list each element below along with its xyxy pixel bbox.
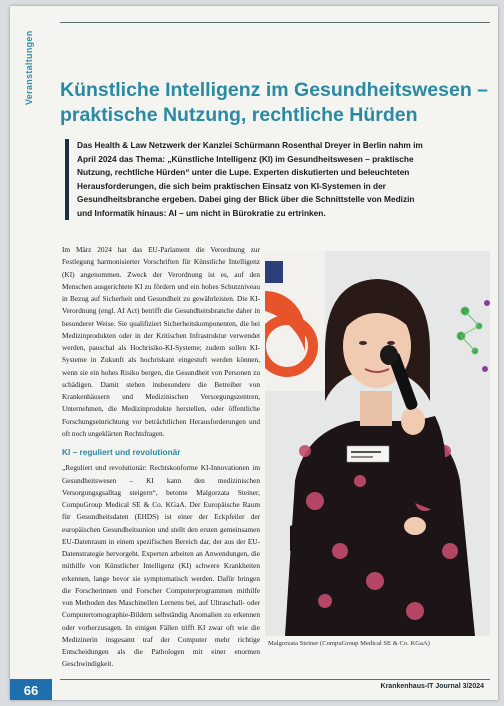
- photo-caption: Malgorzata Steiner (CompuGroup Medical SE & Co. KGaA): [268, 640, 430, 647]
- body-subheading: KI – reguliert und revolutionär: [62, 447, 181, 457]
- speaker-photo: [265, 251, 490, 636]
- article-lead: Das Health & Law Netzwerk der Kanzlei Schürmann Rosenthal Dreyer in Berlin nahm im April 2024 das Thema: „Künstliche Intelligenz (KI) im Gesundheitswesen – praktische Nutzung, rechtliche Hürden“ unter die Lupe. Experten diskutierten und beleuchteten Herausforderungen, die sich beim praktischen Einsatz von KI-Systemen in der Gesundheitsbranche ergeben. Dabei ging der Blick über die Schnittstelle von Medizin und Informatik hinaus: AI – um nicht in Bürokratie zu ertrinken.: [65, 139, 427, 220]
- journal-footer: Krankenhaus-IT Journal 3/2024: [380, 683, 484, 690]
- article-headline: Künstliche Intelligenz im Gesundheitswesen – praktische Nutzung, rechtliche Hürden: [60, 79, 489, 126]
- article-body: [62, 244, 260, 671]
- body-paragraph-1: Im März 2024 hat das EU-Parlament die Verordnung zur Festlegung harmonisierter Vorschriften für Künstliche Intelligenz (KI) angenommen. Zweck der Verordnung ist es, auf den Menschen ausgerichtete KI zu fördern und ein hohes Schutzniveau in Bezug auf Sicherheit und Gesundheit zu gewährleisten. Die KI-Verordnung (engl. AI Act) betrifft die Gesundheitsbranche daher in besonderer Weise. Sie qualifiziert Sicherheitskomponenten, die bei Medizinprodukten oder in der Kritischen Infrastruktur verwendet werden, pauschal als Hochrisiko-KI-Systeme; zudem sollen KI-Systeme in Zukunft als hochriskant eingestuft werden können, wenn sie ein hohes Risiko bergen, die Gesundheit von Personen zu schädigen. Damit stehen insbesondere die Betreiber von Krankenhäusern und Medizinischen Versorgungszentren, Unternehmen, die Medizinprodukte herstellen, oder öffentliche Forschungseinrichtung vor beträchtlichen Herausforderungen und oft noch ungeklärten Rechtsfragen.: [62, 245, 260, 438]
- body-paragraph-2: „Reguliert und revolutionär: Rechtskonforme KI-Innovationen im Gesundheitswesen – KI kann den medizinischen Versorgungsgsalltag steigern“, betonte Malgorzata Steiner, CompuGroup Medical SE & Co. KGaA. Der Europäische Raum für Gesundheitsdaten (EHDS) ist einer der Eckpfeiler der europäischen Gesundheitsunion und stellt den ersten gemeinsamen EU-Datenraum in einem spezifischen Bereich dar, der aus der EU-Datenstrategie hervorgeht. Experten arbeiten an Anwendungen, die mithilfe von Künstlicher Intelligenz (KI) schwere Krankheiten erkennen, lange bevor sie symptomatisch werden. Dafür bringen die Forscherinnen und Forscher Computerprogrammen mithilfe von Methoden des Maschinellen Lernens bei, auf Ultraschall- oder Computertomographie-Bildern selbständig Anomalien zu erkennen oder vorherzusagen. In einigen Fällen trifft KI zwar oft wie die Medizinerin insgesamt traf der Computer mehr richtige Entscheidungen als die Pathologen mit einer enormen Geschwindigkeit.: [62, 463, 260, 669]
- top-rule: [60, 22, 490, 23]
- bottom-rule: [60, 679, 490, 680]
- magazine-page: [10, 6, 498, 700]
- page-number: 66: [10, 679, 52, 700]
- speaker-photo-illustration: [265, 251, 490, 636]
- section-label: Veranstaltungen: [24, 30, 34, 105]
